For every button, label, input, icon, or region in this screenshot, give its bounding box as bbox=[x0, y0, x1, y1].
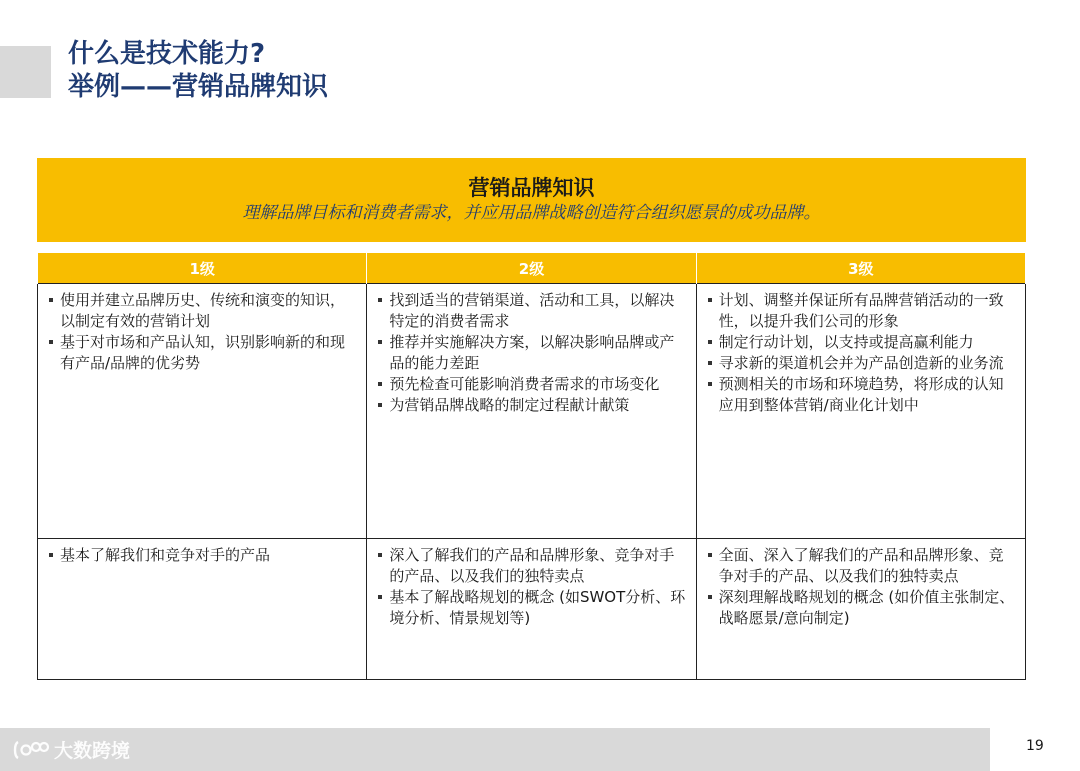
cell-r1-level-3 bbox=[696, 284, 1025, 539]
title-line-2: 举例——营销品牌知识 bbox=[68, 72, 329, 102]
list-item: 基本了解战略规划的概念 (如SWOT分析、环境分析、情景规划等) bbox=[377, 587, 687, 629]
page-number: 19 bbox=[1026, 738, 1044, 754]
cell-r1-level-1 bbox=[38, 284, 367, 539]
banner-subtitle: 理解品牌目标和消费者需求，并应用品牌战略创造符合组织愿景的成功品牌。 bbox=[242, 203, 821, 223]
table-row bbox=[38, 539, 1026, 680]
watermark-text: 大数跨境 bbox=[54, 740, 131, 762]
list-item: 全面、深入了解我们的产品和品牌形象、竞争对手的产品、以及我们的独特卖点 bbox=[707, 545, 1017, 587]
list-item: 基本了解我们和竞争对手的产品 bbox=[48, 545, 358, 566]
footer-bar bbox=[0, 728, 990, 771]
list-item: 深刻理解战略规划的概念 (如价值主张制定、战略愿景/意向制定) bbox=[707, 587, 1017, 629]
list-item: 为营销品牌战略的制定过程献计献策 bbox=[377, 395, 687, 416]
competency-level-table bbox=[37, 253, 1026, 680]
corner-decoration bbox=[0, 46, 51, 98]
page-title bbox=[68, 38, 328, 104]
column-header-level-1: 1级 bbox=[38, 253, 367, 284]
cell-r2-level-1 bbox=[38, 539, 367, 680]
cell-r2-level-2 bbox=[367, 539, 696, 680]
list-item: 计划、调整并保证所有品牌营销活动的一致性，以提升我们公司的形象 bbox=[707, 290, 1017, 332]
column-header-level-2: 2级 bbox=[367, 253, 696, 284]
list-item: 推荐并实施解决方案，以解决影响品牌或产品的能力差距 bbox=[377, 332, 687, 374]
list-item: 使用并建立品牌历史、传统和演变的知识，以制定有效的营销计划 bbox=[48, 290, 358, 332]
watermark-logo-icon bbox=[12, 738, 50, 762]
cell-r1-level-2 bbox=[367, 284, 696, 539]
title-line-1: 什么是技术能力? bbox=[68, 39, 266, 69]
banner-title: 营销品牌知识 bbox=[468, 176, 595, 200]
list-item: 制定行动计划，以支持或提高赢利能力 bbox=[707, 332, 1017, 353]
list-item: 寻求新的渠道机会并为产品创造新的业务流 bbox=[707, 353, 1017, 374]
watermark bbox=[12, 736, 130, 763]
list-item: 预测相关的市场和环境趋势，将形成的认知应用到整体营销/商业化计划中 bbox=[707, 374, 1017, 416]
table-header-row bbox=[38, 253, 1026, 284]
table-row bbox=[38, 284, 1026, 539]
list-item: 深入了解我们的产品和品牌形象、竞争对手的产品、以及我们的独特卖点 bbox=[377, 545, 687, 587]
list-item: 基于对市场和产品认知，识别影响新的和现有产品/品牌的优劣势 bbox=[48, 332, 358, 374]
column-header-level-3: 3级 bbox=[696, 253, 1025, 284]
competency-banner bbox=[37, 158, 1026, 242]
list-item: 找到适当的营销渠道、活动和工具，以解决特定的消费者需求 bbox=[377, 290, 687, 332]
cell-r2-level-3 bbox=[696, 539, 1025, 680]
list-item: 预先检查可能影响消费者需求的市场变化 bbox=[377, 374, 687, 395]
